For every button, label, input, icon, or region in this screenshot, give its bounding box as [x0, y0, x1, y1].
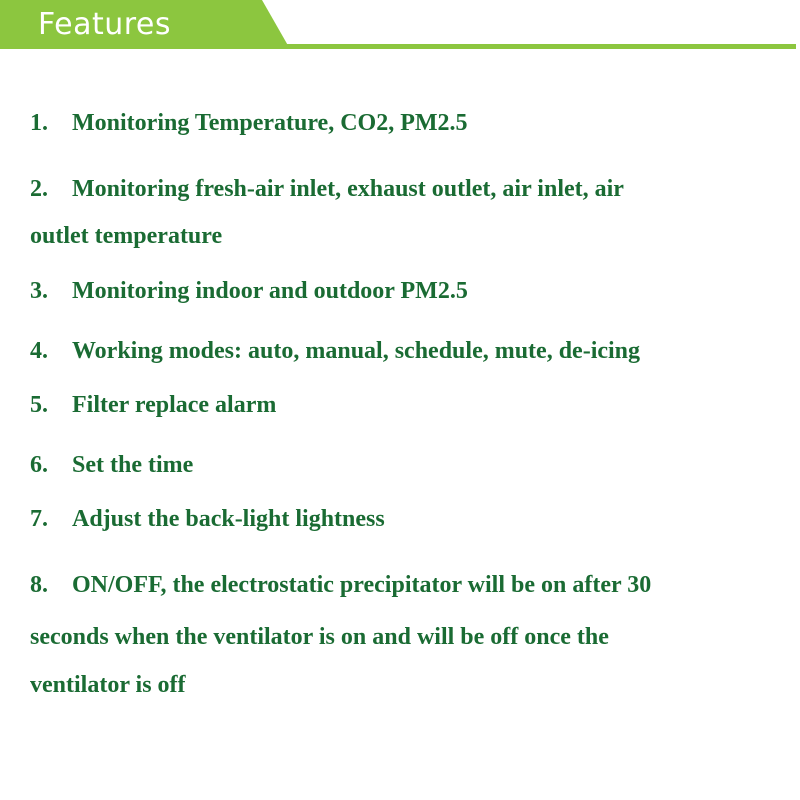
feature-text: Adjust the back-light lightness [72, 506, 385, 532]
feature-text: Monitoring indoor and outdoor PM2.5 [72, 278, 468, 304]
feature-item-1 [30, 108, 770, 138]
feature-number: 3. [30, 278, 48, 304]
feature-number: 8. [30, 572, 48, 598]
feature-line [30, 570, 770, 600]
feature-line: ventilator is off [30, 672, 186, 698]
feature-line: seconds when the ventilator is on and will be off once the [30, 624, 609, 650]
feature-item-7 [30, 504, 770, 534]
feature-item-4 [30, 336, 770, 366]
feature-item-8 [30, 570, 770, 700]
feature-item-5 [30, 390, 770, 420]
feature-number: 4. [30, 338, 48, 364]
feature-text: ON/OFF, the electrostatic precipitator will be on after 30 [72, 572, 652, 598]
feature-number: 6. [30, 452, 48, 478]
feature-number: 1. [30, 110, 48, 136]
feature-line: outlet temperature [30, 223, 223, 249]
page-title: Features [38, 7, 171, 42]
feature-text: Working modes: auto, manual, schedule, mute, de-icing [72, 338, 641, 364]
feature-text: Set the time [72, 452, 194, 478]
feature-number: 5. [30, 392, 48, 418]
feature-text: Monitoring Temperature, CO2, PM2.5 [72, 110, 468, 136]
feature-item-6 [30, 450, 770, 480]
feature-number: 7. [30, 506, 48, 532]
feature-item-3 [30, 276, 770, 306]
feature-text: Monitoring fresh-air inlet, exhaust outlet, air inlet, air [72, 176, 624, 202]
feature-number: 2. [30, 176, 48, 202]
feature-text: Filter replace alarm [72, 392, 277, 418]
feature-item-2 [30, 174, 770, 251]
feature-line [30, 174, 770, 204]
